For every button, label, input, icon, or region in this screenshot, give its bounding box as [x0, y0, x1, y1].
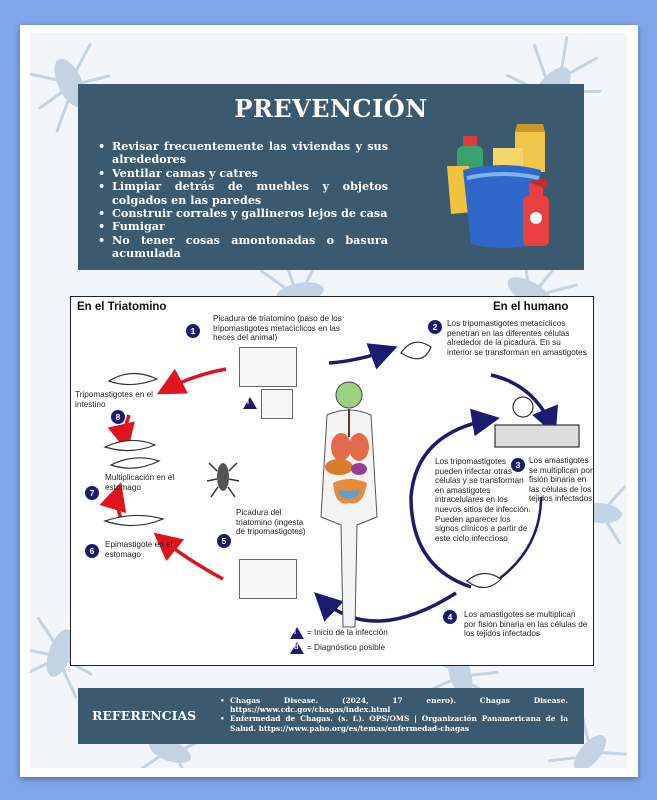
- step-number-6: 6: [85, 544, 99, 558]
- human-body-organs: [321, 382, 377, 627]
- reference-item: • Chagas Disease. (2024, 17 enero). Chagas Disease. https://www.cdc.gov/chagas/index.html: [218, 696, 568, 714]
- step-number-7: 7: [85, 486, 99, 500]
- legend-diagnostic-label: = Diagnóstico posible: [307, 643, 386, 652]
- step-4-text: Los amastigotes se multiplican por fisión binaria en las células de los tejidos infectados: [464, 610, 588, 639]
- feces-image-box: [261, 389, 293, 419]
- prevention-item: • Ventilar camas y catres: [96, 167, 388, 180]
- ingest-image-box: [239, 559, 297, 599]
- prevention-title: PREVENCIÓN: [234, 94, 428, 123]
- red-arrow-6-to-7: [117, 489, 121, 519]
- human-header: En el humano: [493, 301, 569, 313]
- references-panel: [78, 688, 584, 744]
- step-number-3: 3: [511, 458, 525, 472]
- bite-image-box: [239, 347, 297, 387]
- prevention-item: • Fumigar: [96, 220, 388, 233]
- step-number-5: 5: [217, 534, 231, 548]
- triatomine-bug: [207, 463, 239, 497]
- reference-item: • Enfermedad de Chagas. (s. f.). OPS/OMS | Organización Panamericana de la Salud. https://www.paho.org/es/temas/enfermedad-chagas: [218, 714, 568, 732]
- cleaning-supplies-icon: [445, 122, 565, 254]
- legend-infection-label: = Inicio de la infección: [307, 628, 388, 637]
- legend-infection-icon: i: [290, 627, 304, 639]
- step-7-text: Multiplicación en el estomago: [105, 473, 175, 492]
- step-6-text: Epimastigote en el estomago: [105, 540, 173, 559]
- poster-frame: [20, 25, 638, 777]
- prevention-item: • Construir corrales y gallineros lejos de casa: [96, 207, 388, 220]
- step-number-8: 8: [111, 410, 125, 424]
- triatomino-header: En el Triatomino: [77, 301, 167, 313]
- prevention-item: • Limpiar detrás de muebles y objetos colgados en las paredes: [96, 180, 388, 207]
- step-number-2: 2: [428, 320, 442, 334]
- prevention-item: • Revisar frecuentemente las viviendas y sus alrededores: [96, 140, 388, 167]
- blue-arrow-4-to-5: [319, 593, 456, 621]
- step-3-text: Los amastigotes se multiplican por fisión binaria en las células de los tejidos infectados: [529, 456, 593, 504]
- references-title: REFERENCIAS: [92, 708, 197, 723]
- step-number-4: 4: [443, 610, 457, 624]
- step-2-text: Los tripomastigotes metacíclicos penetran en las diferentes células alrededor de la picadura. En su interior se transforman en amastigotes: [447, 319, 587, 357]
- center-infection-text: Los tripomastigotes pueden infectar otras células y se transforman en amastigotes intracelulares en los nuevos sitios de infección. Pueden aparecer los signos clínicos a partir de este ciclo infeccioso: [435, 457, 531, 543]
- chagas-life-cycle-diagram: [70, 296, 594, 666]
- step-1-text: Picadura de triatomino (paso de los tripomastigotes metacíclicos en las heces del animal): [213, 314, 342, 343]
- references-list: [218, 696, 568, 733]
- blue-arrow-1-to-2: [329, 349, 391, 363]
- poster-background: [30, 33, 627, 768]
- prevention-item: • No tener cosas amontonadas o basura acumulada: [96, 234, 388, 261]
- step-8-text: Tripomastigotes en el intestino: [75, 390, 153, 409]
- red-arrow-1-to-8: [163, 369, 226, 391]
- legend-diagnostic-icon: d: [290, 642, 304, 654]
- step-number-1: 1: [186, 324, 200, 338]
- prevention-panel: [78, 84, 584, 270]
- prevention-list: [96, 140, 388, 261]
- infection-marker-icon: i: [243, 397, 257, 409]
- step-5-text: Picadura del triatomino (ingesta de tripomastigotes): [236, 508, 306, 537]
